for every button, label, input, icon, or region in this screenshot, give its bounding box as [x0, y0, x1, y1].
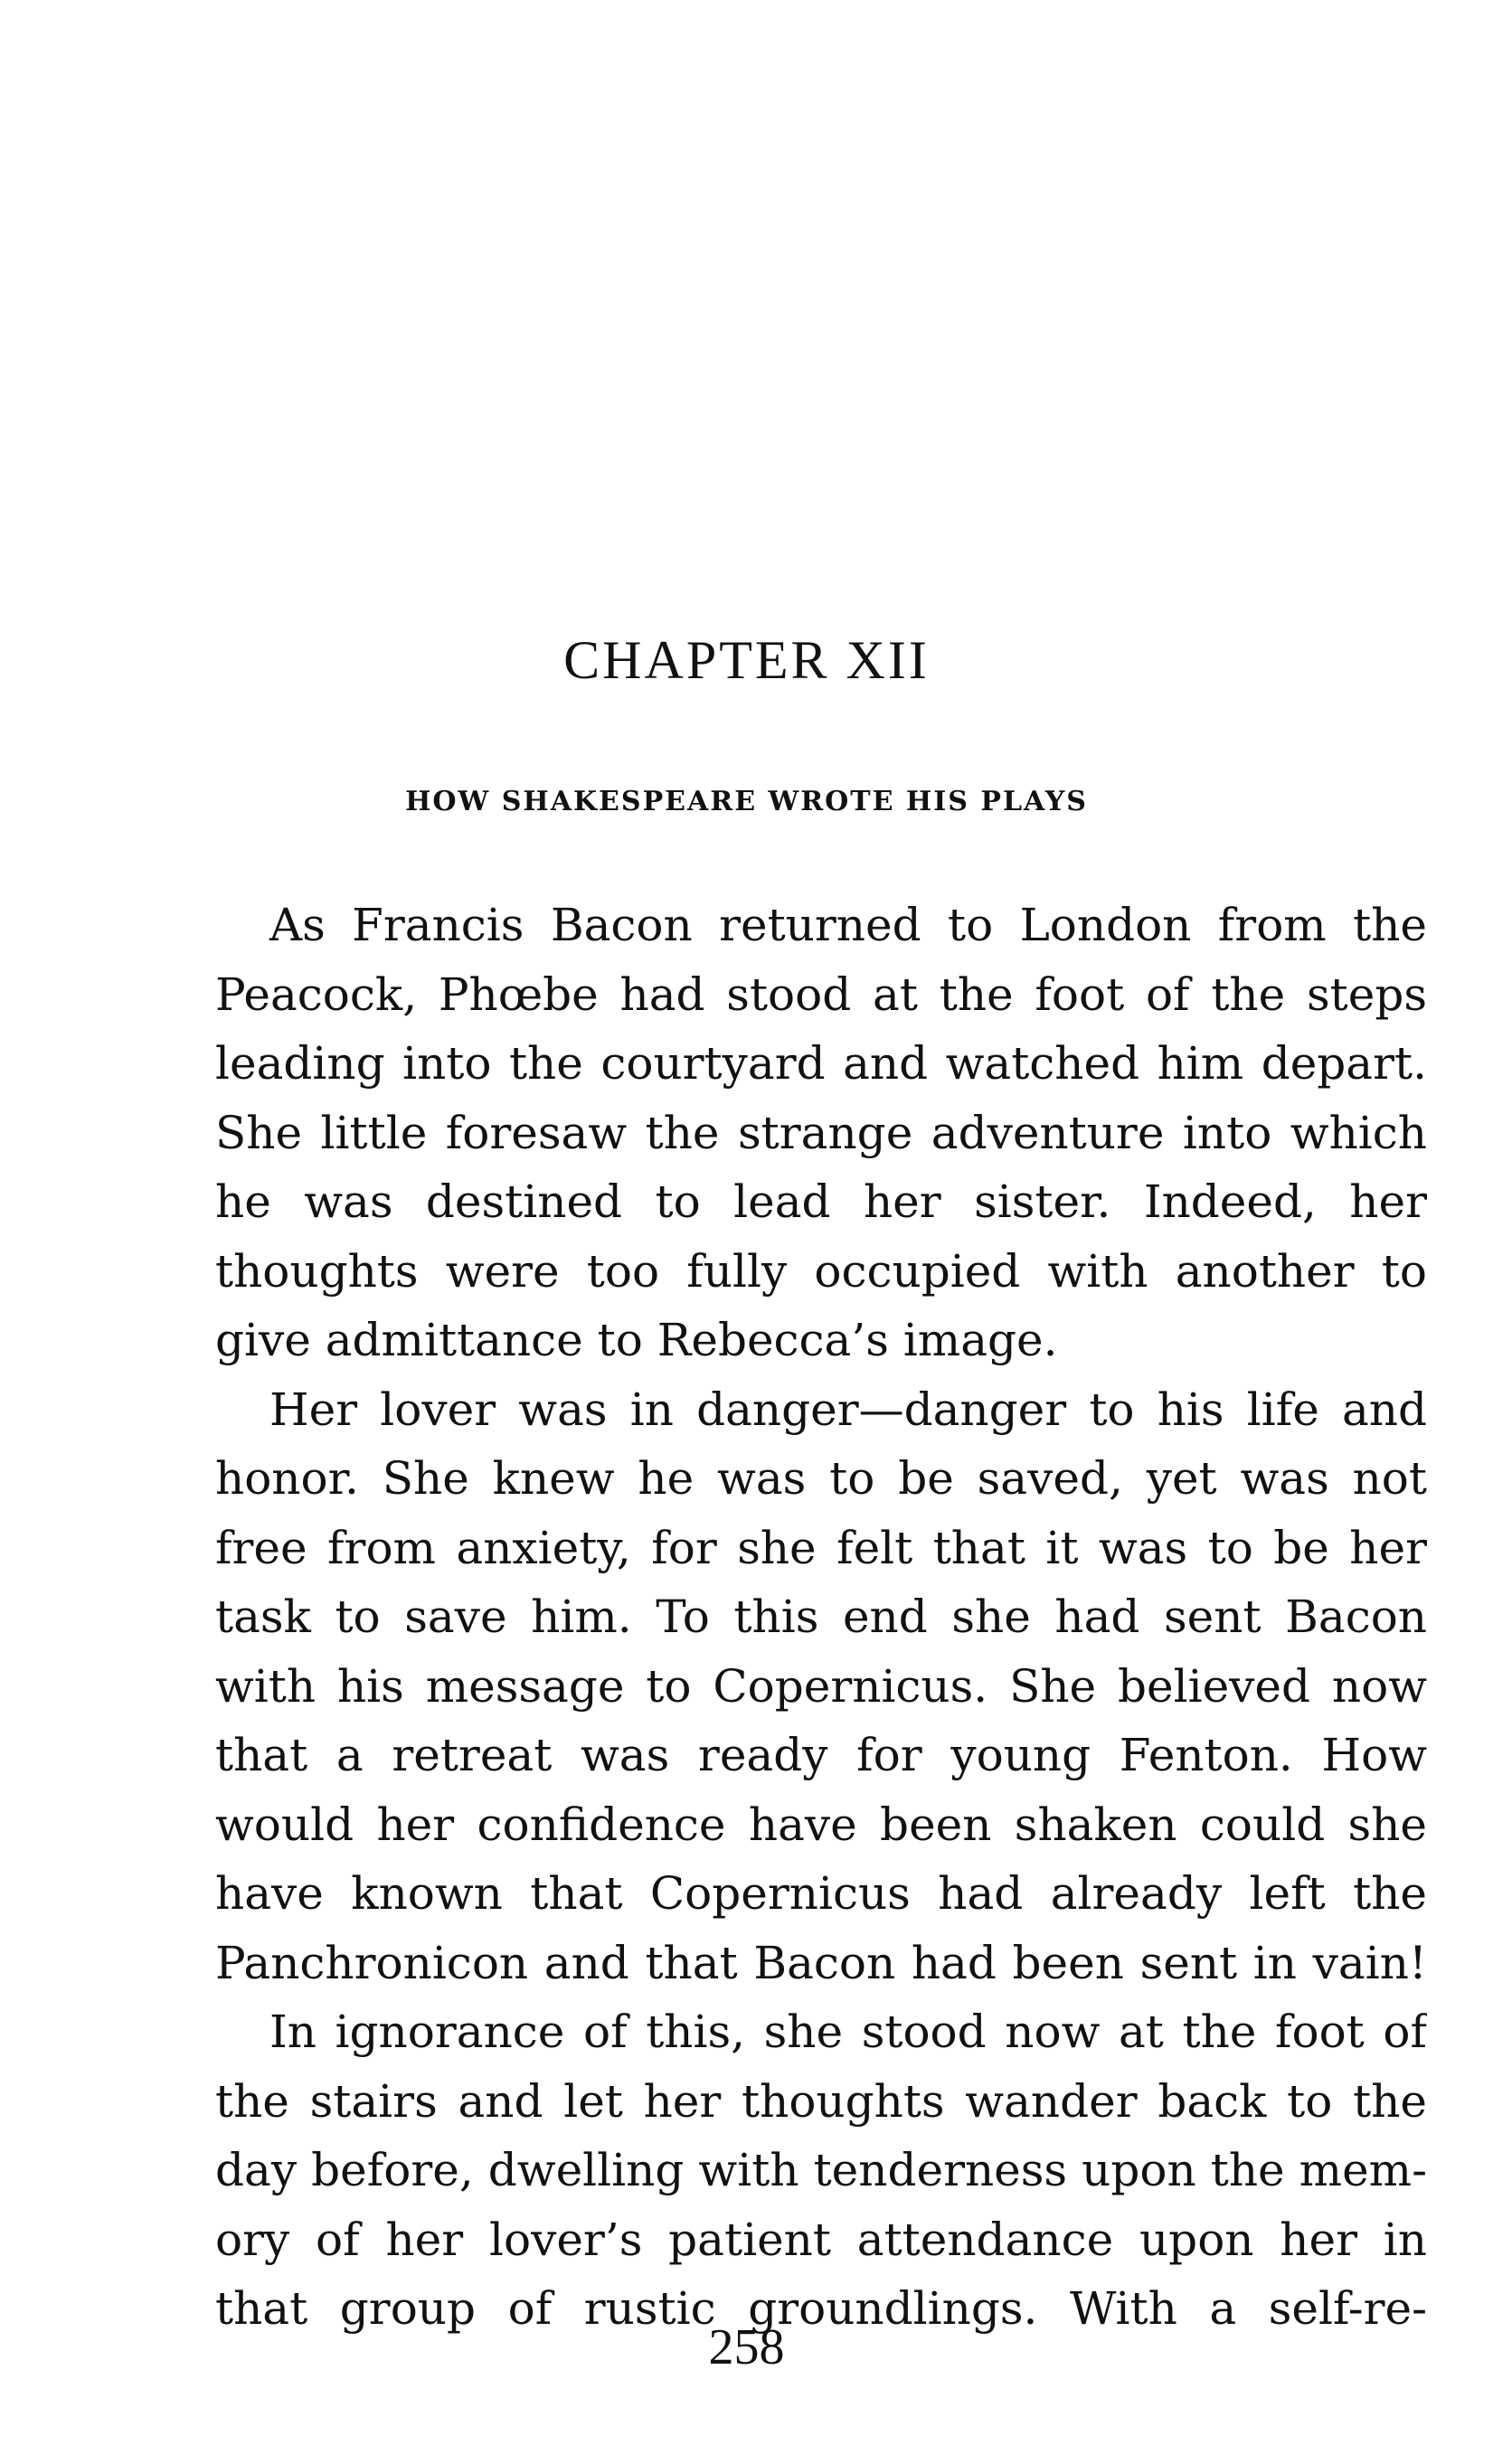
text-line: he was destined to lead her sister. Indeed, her — [215, 1175, 1427, 1228]
text-line: with his message to Copernicus. She believed now — [215, 1659, 1427, 1713]
paragraph — [215, 891, 1427, 1375]
text-line: free from anxiety, for she felt that it was to be her — [215, 1521, 1427, 1574]
text-line: ory of her lover’s patient attendance upon her in — [215, 2213, 1427, 2266]
text-line: leading into the courtyard and watched him depart. — [215, 1037, 1427, 1090]
text-line: would her confidence have been shaken could she — [215, 1798, 1427, 1851]
text-line: Peacock, Phœbe had stood at the foot of the steps — [215, 968, 1427, 1021]
text-line: thoughts were too fully occupied with another to — [215, 1244, 1427, 1298]
text-line: that group of rustic groundlings. With a self-re- — [215, 2282, 1427, 2335]
text-line: give admittance to Rebecca’s image. — [215, 1314, 1058, 1366]
text-line: task to save him. To this end she had sent Bacon — [215, 1591, 1427, 1643]
text-line: that a retreat was ready for young Fenton. How — [215, 1729, 1427, 1781]
text-line: the stairs and let her thoughts wander back to the — [215, 2074, 1427, 2128]
page-number: 258 — [708, 2319, 785, 2375]
body-text — [215, 891, 1427, 2344]
text-line: She little foresaw the strange adventure into which — [215, 1106, 1427, 1159]
text-line: As Francis Bacon returned to London from the — [269, 899, 1427, 951]
text-line: In ignorance of this, she stood now at the foot of — [269, 2006, 1427, 2058]
paragraph — [215, 1997, 1427, 2344]
chapter-title: CHAPTER XII — [563, 630, 930, 690]
text-line: Panchronicon and that Bacon had been sent in vain! — [215, 1936, 1427, 1989]
text-line: day before, dwelling with tenderness upon the mem- — [215, 2144, 1427, 2196]
text-line: honor. She knew he was to be saved, yet was not — [215, 1452, 1427, 1505]
text-line: have known that Copernicus had already left the — [215, 1867, 1427, 1920]
paragraph — [215, 1375, 1427, 1998]
text-line: Her lover was in danger—danger to his life and — [269, 1383, 1427, 1436]
chapter-subtitle: HOW SHAKESPEARE WROTE HIS PLAYS — [405, 786, 1088, 817]
